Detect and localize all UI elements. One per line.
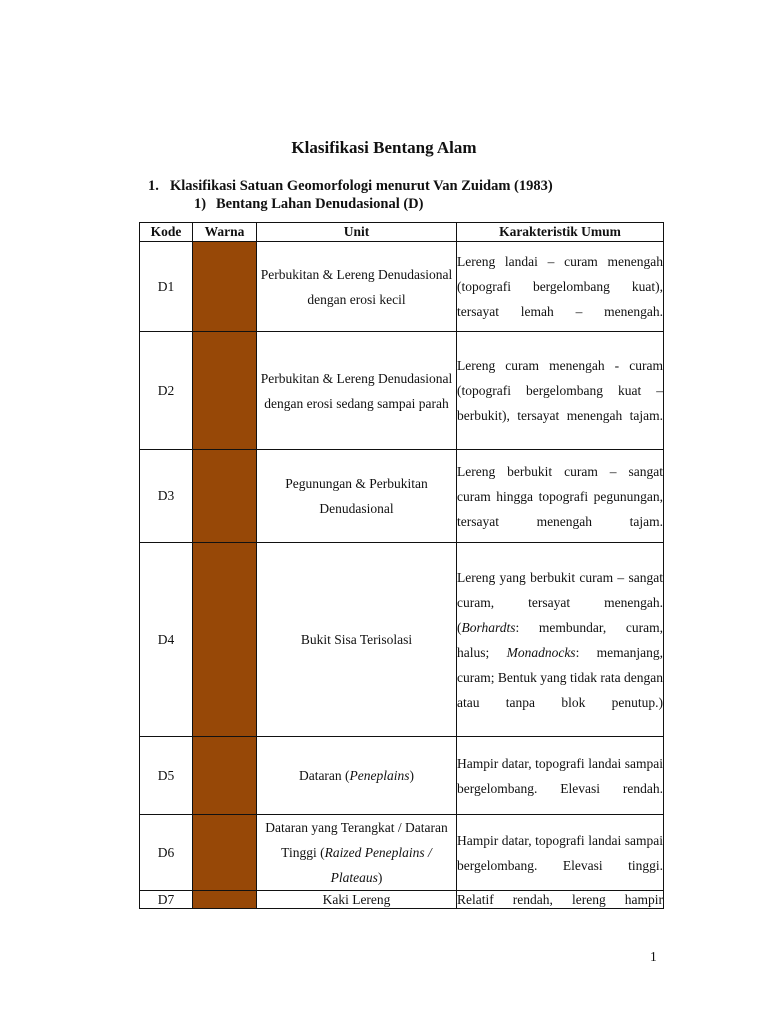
unit-text: ) <box>409 768 415 783</box>
cell-unit <box>257 815 457 891</box>
cell-warna-swatch <box>193 543 257 737</box>
header-unit: Unit <box>257 223 457 242</box>
karakteristik-text: Lereng yang berbukit curam – sangat curam, tersayat menengah. ( <box>457 569 663 635</box>
cell-kode: D6 <box>140 815 193 891</box>
table-row <box>140 815 664 891</box>
cell-karakteristik: Lereng berbukit curam – sangat curam hingga topografi pegunungan, tersayat menengah tajam. <box>457 450 664 543</box>
header-kode: Kode <box>140 223 193 242</box>
cell-karakteristik: Lereng curam menengah - curam (topografi bergelombang kuat – berbukit), tersayat menengah tajam. <box>457 332 664 450</box>
header-warna: Warna <box>193 223 257 242</box>
cell-karakteristik: Hampir datar, topografi landai sampai bergelombang. Elevasi rendah. <box>457 737 664 815</box>
cell-unit <box>257 737 457 815</box>
table-row <box>140 737 664 815</box>
page-number: 1 <box>650 949 657 964</box>
unit-italic-term: Peneplains <box>349 768 410 783</box>
subsection-text: Bentang Lahan Denudasional (D) <box>216 196 424 212</box>
section-number: 1. <box>148 178 159 194</box>
cell-warna-swatch <box>193 891 257 909</box>
table-row <box>140 332 664 450</box>
cell-karakteristik <box>457 543 664 737</box>
unit-text: Dataran yang Terangkat / Dataran Tinggi ( <box>265 820 448 860</box>
cell-warna-swatch <box>193 332 257 450</box>
cell-unit: Perbukitan & Lereng Denudasional dengan erosi sedang sampai parah <box>257 332 457 450</box>
karakteristik-text: : memanjang, curam; Bentuk yang tidak rata dengan atau tanpa blok penutup.) <box>457 644 663 710</box>
cell-unit: Perbukitan & Lereng Denudasional dengan erosi kecil <box>257 242 457 332</box>
subsection-heading <box>194 196 423 213</box>
cell-kode: D5 <box>140 737 193 815</box>
karakteristik-italic-term: Monadnocks <box>506 644 576 660</box>
unit-text: ) <box>377 870 383 885</box>
header-karakteristik: Karakteristik Umum <box>457 223 664 242</box>
section-text: Klasifikasi Satuan Geomorfologi menurut Van Zuidam (1983) <box>170 178 553 194</box>
classification-table <box>139 222 664 909</box>
table-row <box>140 450 664 543</box>
cell-kode: D3 <box>140 450 193 543</box>
cell-unit: Kaki Lereng <box>257 891 457 909</box>
section-heading <box>148 178 553 195</box>
table-row <box>140 242 664 332</box>
karakteristik-italic-term: Borhardts <box>461 619 516 635</box>
karakteristik-text: : membundar, curam, halus; <box>457 619 663 660</box>
cell-unit: Bukit Sisa Terisolasi <box>257 543 457 737</box>
subsection-number: 1) <box>194 196 207 212</box>
table-header-row <box>140 223 664 242</box>
cell-karakteristik: Relatif rendah, lereng hampir <box>457 891 663 907</box>
cell-warna-swatch <box>193 815 257 891</box>
table-row <box>140 891 664 909</box>
unit-italic-term: Raized Peneplains / Plateaus <box>324 845 432 885</box>
cell-karakteristik: Hampir datar, topografi landai sampai bergelombang. Elevasi tinggi. <box>457 815 664 891</box>
cell-kode: D7 <box>140 891 193 909</box>
cell-warna-swatch <box>193 737 257 815</box>
table-row <box>140 543 664 737</box>
cell-kode: D2 <box>140 332 193 450</box>
cell-warna-swatch <box>193 242 257 332</box>
cell-karakteristik: Lereng landai – curam menengah (topografi bergelombang kuat), tersayat lemah – menengah. <box>457 242 664 332</box>
cell-kode: D1 <box>140 242 193 332</box>
cell-unit: Pegunungan & Perbukitan Denudasional <box>257 450 457 543</box>
unit-text: Dataran ( <box>298 768 350 783</box>
page-title: Klasifikasi Bentang Alam <box>291 138 477 157</box>
cell-kode: D4 <box>140 543 193 737</box>
cell-warna-swatch <box>193 450 257 543</box>
